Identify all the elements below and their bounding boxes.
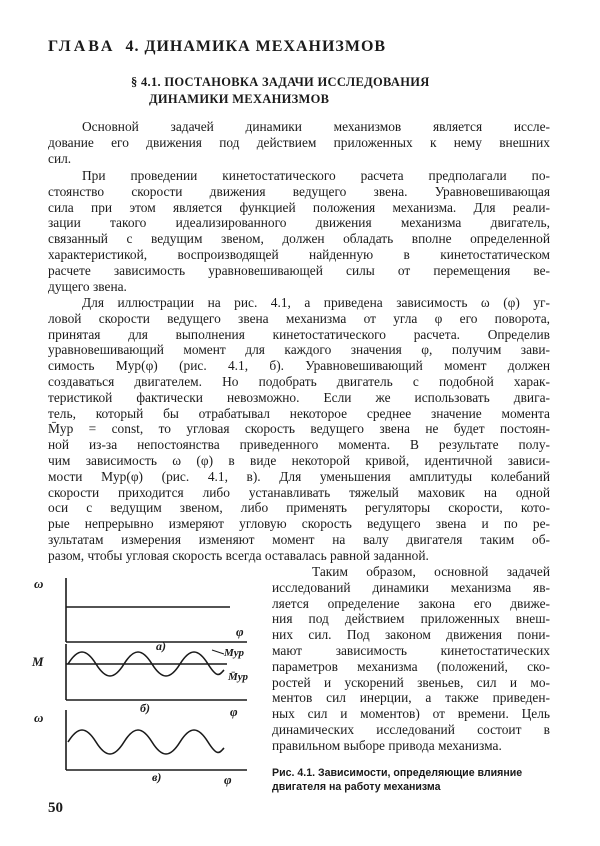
text-line: них сил. Под законом движения пони- — [272, 627, 550, 643]
text-line: мают зависимость кинетостатических — [272, 642, 550, 658]
text-line: При проведении кинетостатического расчета предполагали по- — [82, 168, 550, 183]
caption-line-2: двигателя на работу механизма — [272, 781, 441, 793]
section-title-line-1: § 4.1. ПОСТАНОВКА ЗАДАЧИ ИССЛЕДОВАНИЯ — [131, 75, 430, 89]
text-line: принятая для выполнения кинетостатического расчета. Определив — [48, 326, 550, 342]
text-line: ных сил и моментов) от времени. Цель — [272, 706, 550, 722]
label-m: M — [32, 654, 44, 669]
text-line: динамических исследований состоит в — [272, 721, 550, 737]
text-line: расчете зависимость уравновешивающей силы от перемещения ве- — [48, 262, 550, 278]
paragraph-3 — [48, 295, 550, 564]
text-line: сила при этом является функцией положения механизма. Для реали- — [48, 199, 550, 215]
label-mur: Mур — [224, 647, 245, 659]
text-line: тель, который бы отрабатывал некоторое среднее значение момента — [48, 405, 550, 421]
text-line: Таким образом, основной задачей — [312, 564, 550, 579]
text-line: дование его движения под действием приложенных к нему внешних — [48, 134, 550, 150]
text-line: ной из-за непостоянства приведенного момента. В результате полу- — [48, 437, 550, 453]
label-phi-a: φ — [236, 624, 244, 639]
text-line: зультатам измерения изменяют момент на валу двигателя таким об- — [48, 531, 550, 547]
omega-wave — [68, 730, 224, 754]
text-line: теристикой фактически невозможно. Если же использовать двига- — [48, 389, 550, 405]
caption-line-1: Рис. 4.1. Зависимости, определяющие влияние — [272, 767, 523, 779]
label-b: б) — [140, 701, 150, 715]
figure-caption — [272, 766, 558, 794]
text-line: разом, чтобы угловая скорость всегда оставалась равной заданной. — [48, 547, 429, 563]
label-phi-c: φ — [224, 772, 232, 787]
text-line: характеристикой, воспроизводящей найденную в кинетостатическом — [48, 246, 550, 262]
section-title-line-2: ДИНАМИКИ МЕХАНИЗМОВ — [149, 92, 330, 106]
text-line: исследований динамики механизма яв- — [272, 579, 550, 595]
paragraph-4 — [272, 564, 550, 754]
label-a: а) — [156, 639, 166, 653]
text-line: оси с ведущим звеном, либо применять регуляторы скорости, кото- — [48, 500, 550, 516]
figure-4-1 — [32, 570, 267, 790]
text-line: правильном выборе привода механизма. — [272, 737, 502, 753]
text-line: скорости приходится либо устанавливать тяжелый маховик на одной — [48, 484, 550, 500]
label-mur-bar: M̄ур — [228, 671, 249, 683]
section-heading — [131, 74, 430, 108]
chapter-label: ГЛАВА — [48, 38, 116, 55]
text-line: рые непрерывно измеряют угловую скорость ведущего звена и по ре- — [48, 516, 550, 532]
text-line: симость Mур(φ) (рис. 4.1, б). Уравновешивающий момент должен — [48, 358, 550, 374]
chapter-title: 4. ДИНАМИКА МЕХАНИЗМОВ — [125, 38, 387, 55]
text-line: зации такого идеализированного движения механизма двигатель, — [48, 215, 550, 231]
text-line: чим зависимость ω (φ) в виде некоторой кривой, идентичной зависи- — [48, 452, 550, 468]
text-line: мости Mур(φ) (рис. 4.1, в). Для уменьшения амплитуды колебаний — [48, 468, 550, 484]
text-line: стоянство скорости движения ведущего звена. Уравновешивающая — [48, 183, 550, 199]
text-line: ловой скорости ведущего звена механизма от угла φ его поворота, — [48, 310, 550, 326]
label-omega-top: ω — [34, 576, 44, 591]
text-line: ростей и ускорений звеньев, сил и мо- — [272, 674, 550, 690]
paragraph-1 — [48, 119, 550, 166]
text-line: Основной задачей динамики механизмов является иссле- — [82, 119, 550, 134]
label-omega-bottom: ω — [34, 710, 44, 725]
text-line: ляется определение закона его движе- — [272, 595, 550, 611]
text-line: дущего звена. — [48, 278, 127, 294]
text-line: M̄ур = const, то угловая скорость ведущего звена не будет постоян- — [48, 421, 550, 437]
text-line: создаваться двигателем. Но подобрать двигатель с подобной харак- — [48, 373, 550, 389]
chapter-heading — [48, 38, 386, 56]
text-line: уравновешивающий момент для каждого значения φ, получим зави- — [48, 342, 550, 358]
paragraph-2 — [48, 168, 550, 294]
text-line: параметров механизма (положений, ско- — [272, 658, 550, 674]
text-line: ментов сил инерции, а также приведен- — [272, 690, 550, 706]
text-line: Для иллюстрации на рис. 4.1, а приведена зависимость ω (φ) уг- — [82, 295, 550, 310]
label-phi-b: φ — [230, 704, 238, 719]
text-line: связанный с ведущим звеном, должен обладать вполне определенной — [48, 231, 550, 247]
text-line: сил. — [48, 150, 72, 166]
label-v: в) — [152, 770, 162, 784]
mur-leader — [212, 650, 224, 654]
text-line: ния под действием приложенных внеш- — [272, 611, 550, 627]
page-number: 50 — [48, 800, 63, 816]
